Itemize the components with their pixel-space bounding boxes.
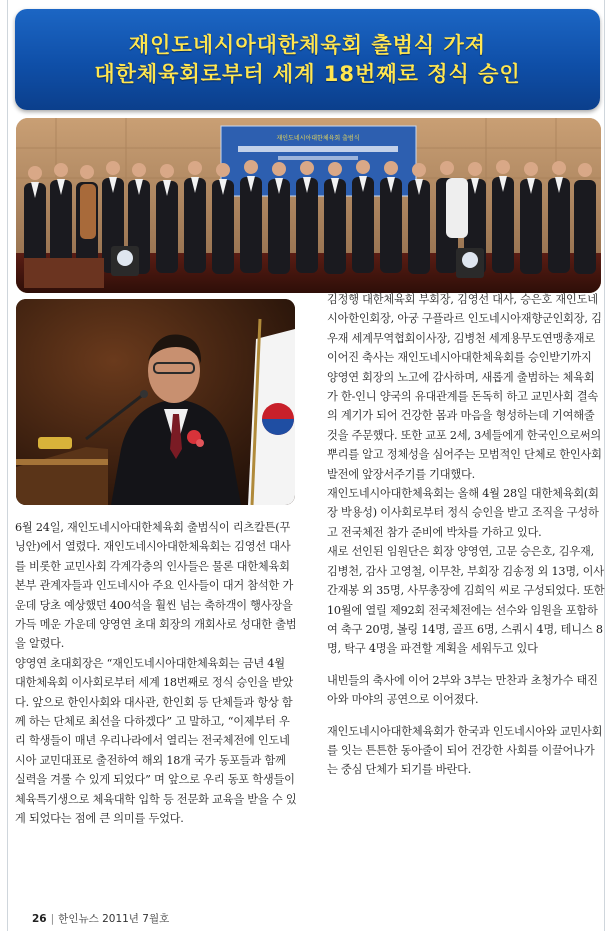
article-right-column bbox=[327, 290, 605, 780]
paragraph: 김정행 대한체육회 부회장, 김영선 대사, 승은호 재인도네시아한인회장, 아궁 구플라르 인도네시아재향군인회장, 김우재 세계무역협회이사장, 김병천 세계용무도연맹총재로 이어진 축사는 재인도네시아대한체육회를 승인받기까지 양영연 회장의 노고에 감사하며, 새롭게 출범하는 체육회가 한-인니 양국의 유대관계를 돈독히 하고 교민사회 결속의 계기가 되어 건강한 몸과 마음을 형성하는데 기여해줄 것을 주문했다. 또한 교포 2세, 3세들에게 한국인으로써의 뿌리를 알고 정체성을 심어주는 모범적인 단체로 한인사회 발전에 앞장서주기를 기대했다. bbox=[327, 293, 602, 481]
speaker-photo bbox=[16, 299, 295, 505]
article-left-column bbox=[15, 518, 298, 829]
paragraph: 내빈들의 축사에 이어 2부와 3부는 만찬과 초청가수 태진아와 마야의 공연으로 이어졌다. bbox=[327, 673, 598, 707]
group-photo bbox=[16, 118, 601, 293]
banner-caption: 재인도네시아대한체육회 출범식 bbox=[276, 135, 360, 142]
paragraph: 양영연 초대회장은 “재인도네시아대한체육회는 금년 4월 대한체육회 이사회로부터 세계 18번째로 정식 승인을 받았다. 앞으로 한인사회와 대사관, 한인회 등 단체들과 항상 함께 하는 단체로 최선을 다하겠다” 고 말하고, “이제부터 우리 학생들이 매년 우리나라에서 열리는 전국체전에 인도네시아 교민대표로 출전하여 해외 18개 국가 동포들과 함께 실력을 겨룰 수 있게 되었다” 며 앞으로 우리 동포 학생들이 체육특기생으로 체육대학 입학 등 전문화 교육을 받을 수 있게 되었다는 점에 큰 의미를 두었다. bbox=[15, 656, 297, 826]
headline-box bbox=[15, 9, 600, 110]
page-footer bbox=[32, 911, 169, 926]
footer-separator: | bbox=[50, 913, 55, 925]
publication-name: 한인뉴스 2011년 7월호 bbox=[58, 913, 170, 925]
paragraph: 새로 선인된 임원단은 회장 양영연, 고문 승은호, 김우재, 김병천, 감사 고영철, 이무찬, 부회장 김송정 외 13명, 이사 간재봉 외 35명, 사무총장에 김희익 씨로 구성되었다. 또한 10월에 열릴 제92회 전국체전에는 선수와 임원을 포함하여 축구 20명, 볼링 14명, 골프 6명, 스쿼시 4명, 테니스 8명, 탁구 4명을 파견할 계획을 세워두고 있다 bbox=[327, 545, 605, 656]
paragraph: 재인도네시아대한체육회가 한국과 인도네시아와 교민사회를 잇는 튼튼한 동아줄이 되어 건강한 사회를 이끌어나가는 중심 단체가 되기를 바란다. bbox=[327, 724, 603, 777]
paragraph: 재인도네시아대한체육회는 올해 4월 28일 대한체육회(회장 박용성) 이사회로부터 정식 승인을 받고 조직을 구성하고 전국체전 참가 준비에 박차를 가하고 있다. bbox=[327, 487, 599, 539]
page-number: 26 bbox=[32, 913, 47, 925]
headline-line-1: 재인도네시아대한체육회 출범식 가져 bbox=[128, 32, 487, 57]
svg-text:재인도네시아대한체육회 출범식 bbox=[276, 134, 359, 142]
paragraph: 6월 24일, 재인도네시아대한체육회 출범식이 리츠칼튼(꾸닝안)에서 열렸다. 재인도네시아대한체육회는 김영선 대사를 비롯한 교민사회 각계각층의 인사들은 물론 대한체육회 본부 관계자들과 인도네시아 주요 인사들이 대거 참석한 가운데 당초 예상했던 400석을 훨씬 넘는 축하객이 행사장을 가득 메운 가운데 양영연 초대 회장의 개회사로 성대한 출범을 알렸다. bbox=[15, 521, 297, 651]
headline-line-2: 대한체육회로부터 세계 18번째로 정식 승인 bbox=[94, 61, 521, 86]
